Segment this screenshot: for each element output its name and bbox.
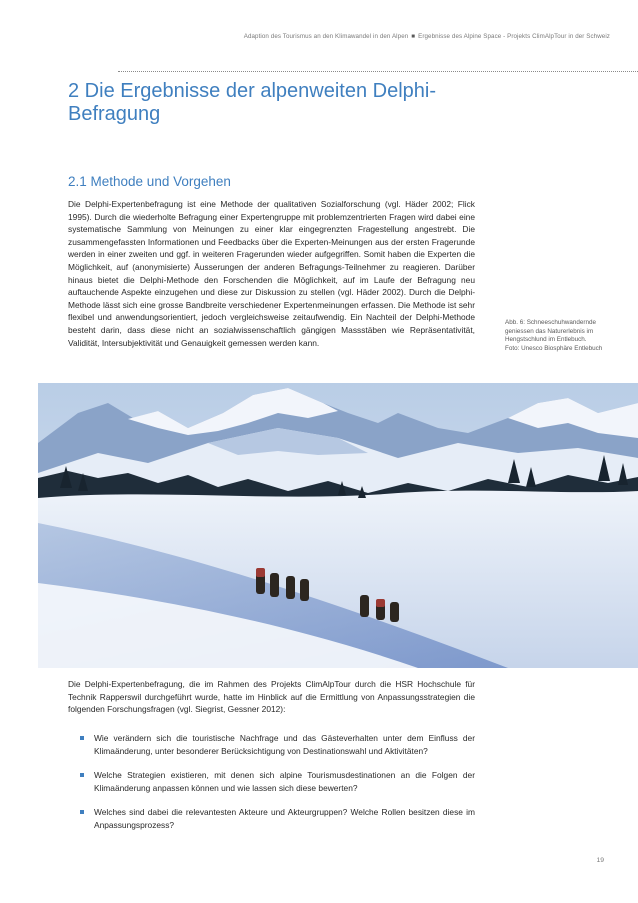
- running-header: [0, 33, 610, 40]
- snowshoe-photo: [38, 383, 638, 668]
- caption-credit: Foto: Unesco Biosphäre Entlebuch: [505, 344, 603, 352]
- list-item: [80, 769, 475, 794]
- chapter-title: 2 Die Ergebnisse der alpenweiten Delphi-Befragung: [68, 80, 436, 125]
- research-questions-list: [80, 732, 475, 844]
- list-item: [80, 732, 475, 757]
- dotted-divider: [118, 71, 638, 72]
- bullet-marker: [80, 773, 84, 777]
- photo-illustration: [38, 383, 638, 668]
- bullet-marker: [80, 736, 84, 740]
- figure-caption: [505, 319, 605, 353]
- caption-text: Abb. 6: Schneeschuhwandernde geniessen das Naturerlebnis im Hengstschlund im Entlebuch.: [505, 319, 597, 344]
- bullet-marker: [80, 810, 84, 814]
- list-item-text: Welche Strategien existieren, mit denen sich alpine Tourismusdestinationen an die Folgen der Klimaänderung anpassen können und wie lassen sich diese bewerten?: [94, 770, 475, 793]
- list-item: [80, 806, 475, 831]
- section-heading: 2.1 Methode und Vorgehen: [68, 174, 231, 189]
- list-item-text: Wie verändern sich die touristische Nachfrage und das Gästeverhalten unter dem Einfluss der Klimaänderung, unter besonderer Berücksichtigung von Destinationswahl und Aktivitäten?: [94, 733, 475, 756]
- header-separator: ■: [411, 33, 416, 40]
- header-right: Ergebnisse des Alpine Space - Projekts ClimAlpTour in der Schweiz: [418, 33, 610, 40]
- method-paragraph: Die Delphi-Expertenbefragung ist eine Methode der qualitativen Sozialforschung (vgl. Häder 2002; Flick 1995). Durch die wiederholte Befragung einer Expertengruppe mit problemzentrierten Fragen wird dabei eine systematische Sammlung von Meinungen zu einer klar eingegrenzten Fragestellung angestrebt. Die zusammengefassten Informationen und Feedbacks über die Experten-Meinungen aus der ersten Fragerunde werden in einer zweiten und ggf. in weiteren Fragerunden wieder aufgegriffen. Somit haben die Experten die Möglichkeit, auf (anonymisierte) Äusserungen der anderen Befragungs-Teilnehmer zu reagieren. Darüber hinaus bietet die Delphi-Methode den Forschenden die Möglichkeit, auf im Laufe der Befragung neu auftauchende Aspekte einzugehen und diese zur Diskussion zu stellen (vgl. Häder 2002). Durch die Delphi-Methode lässt sich eine grosse Bandbreite verschiedener Expertenmeinungen erfassen. Die Methode ist sehr flexibel und anwendungsorientiert, jedoch vergleichsweise zeitaufwendig. Ein Nachteil der Delphi-Methode besteht darin, dass diese nicht an sozialwissenschaftlich gängigen Massstäben wie Repräsentativität, Validität, Intersubjektivität und Genauigkeit gemessen werden kann.: [68, 199, 475, 348]
- research-intro-paragraph: Die Delphi-Expertenbefragung, die im Rahmen des Projekts ClimAlpTour durch die HSR Hochschule für Technik Rapperswil durchgeführt wurde, hatte im Hinblick auf die Ermittlung von Anpassungsstrategien die folgenden Forschungsfragen (vgl. Siegrist, Gessner 2012):: [68, 679, 475, 715]
- list-item-text: Welches sind dabei die relevantesten Akteure und Akteurgruppen? Welche Rollen besitzen diese im Anpassungsprozess?: [94, 807, 475, 830]
- header-left: Adaption des Tourismus an den Klimawandel in den Alpen: [243, 33, 409, 40]
- page-number: 19: [596, 857, 604, 864]
